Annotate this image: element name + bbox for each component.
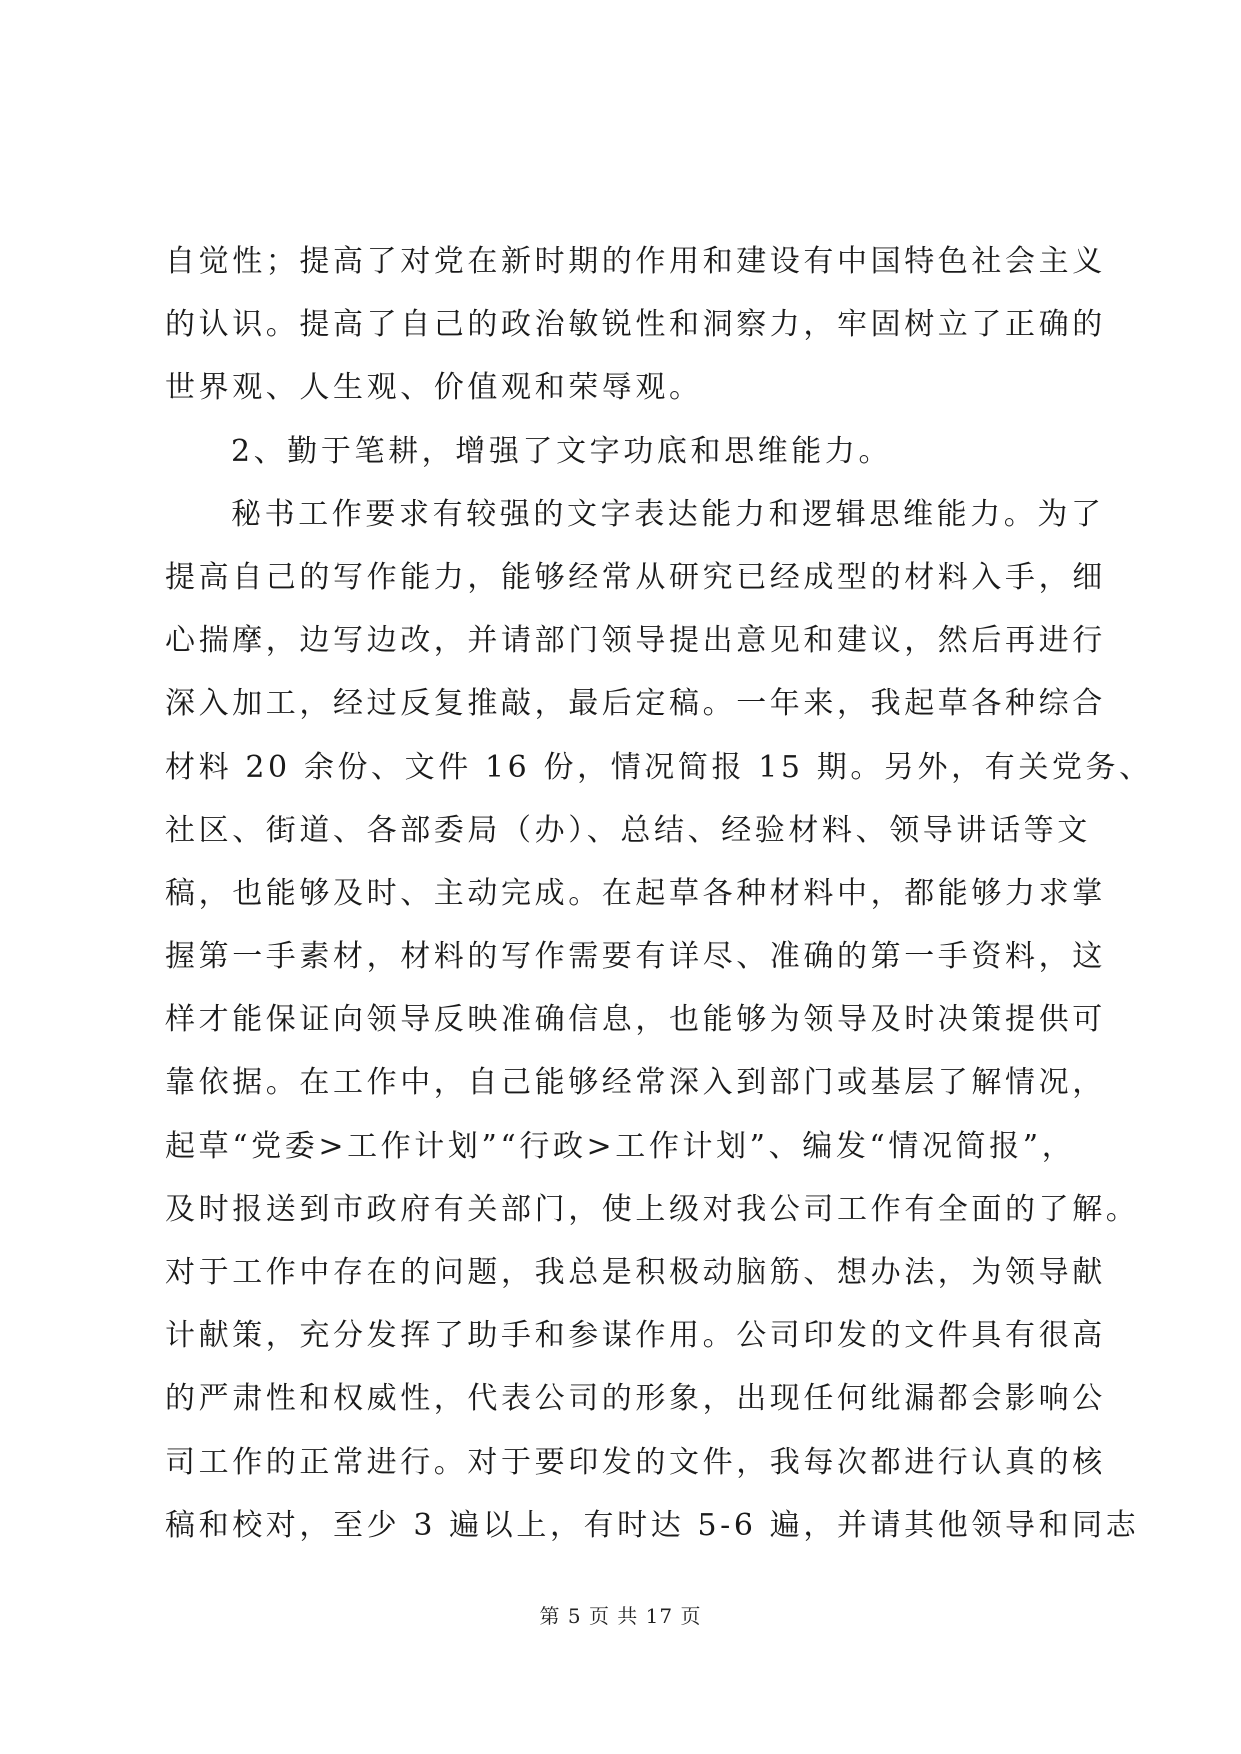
text-line: 社区、街道、各部委局（办）、总结、经验材料、领导讲话等文 <box>165 812 1091 848</box>
text-line: 深入加工，经过反复推敲，最后定稿。一年来，我起草各种综合 <box>165 686 1106 722</box>
document-body <box>165 230 1153 1557</box>
text-line: 心揣摩，边写边改，并请部门领导提出意见和建议，然后再进行 <box>165 623 1106 659</box>
text-line: 计献策，充分发挥了助手和参谋作用。公司印发的文件具有很高 <box>165 1318 1106 1354</box>
text-line: 的严肃性和权威性，代表公司的形象，出现任何纰漏都会影响公 <box>165 1381 1106 1417</box>
page-number-footer: 第 5 页 共 17 页 <box>539 1604 702 1628</box>
text-line: 稿，也能够及时、主动完成。在起草各种材料中，都能够力求掌 <box>165 875 1106 911</box>
text-line: 的认识。提高了自己的政治敏锐性和洞察力，牢固树立了正确的 <box>165 307 1106 343</box>
paragraph-start-line: 秘书工作要求有较强的文字表达能力和逻辑思维能力。为了 <box>231 496 1105 532</box>
text-line: 材料 20 余份、文件 16 份，情况简报 15 期。另外，有关党务、 <box>165 749 1153 785</box>
text-line: 对于工作中存在的问题，我总是积极动脑筋、想办法，为领导献 <box>165 1255 1106 1290</box>
text-line: 样才能保证向领导反映准确信息，也能够为领导及时决策提供可 <box>165 1002 1106 1038</box>
text-line: 世界观、人生观、价值观和荣辱观。 <box>165 370 703 406</box>
text-line: 自觉性；提高了对党在新时期的作用和建设有中国特色社会主义 <box>165 244 1106 279</box>
text-line: 起草“党委>工作计划”“行政>工作计划”、编发“情况简报”， <box>165 1128 1076 1164</box>
text-line: 及时报送到市政府有关部门，使上级对我公司工作有全面的了解。 <box>165 1191 1140 1227</box>
text-line: 司工作的正常进行。对于要印发的文件，我每次都进行认真的核 <box>165 1444 1106 1480</box>
section-heading: 2、勤于笔耕，增强了文字功底和思维能力。 <box>231 433 893 469</box>
text-line: 握第一手素材，材料的写作需要有详尽、准确的第一手资料，这 <box>165 939 1106 975</box>
text-line: 提高自己的写作能力，能够经常从研究已经成型的材料入手，细 <box>165 559 1106 595</box>
text-line: 靠依据。在工作中，自己能够经常深入到部门或基层了解情况， <box>165 1065 1106 1101</box>
text-line: 稿和校对，至少 3 遍以上，有时达 5-6 遍，并请其他领导和同志 <box>165 1507 1140 1543</box>
